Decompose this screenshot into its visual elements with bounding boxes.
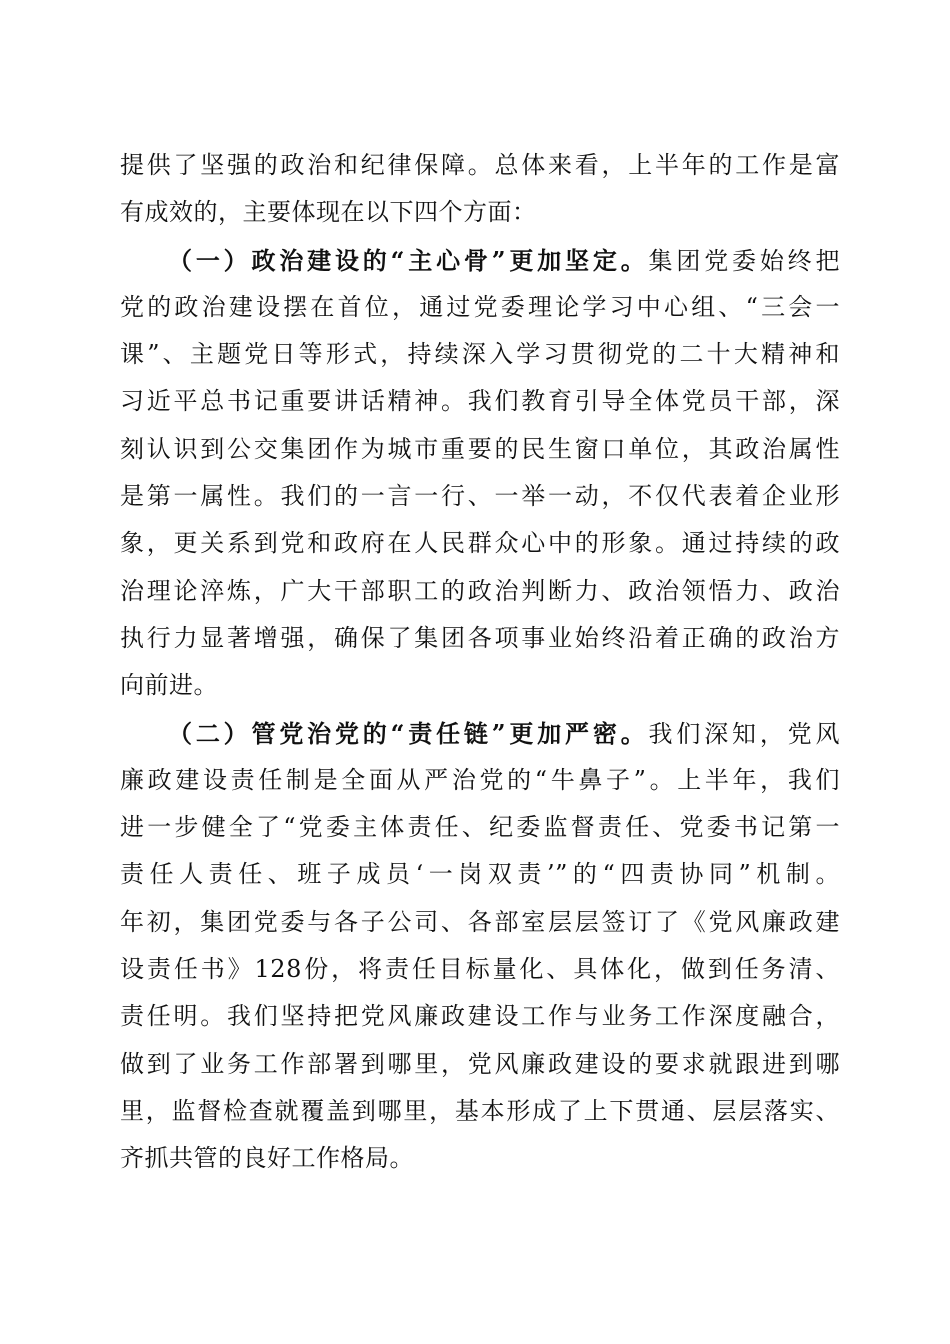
paragraph-line: 设责任书》128份，将责任目标量化、具体化，做到任务清、 — [120, 955, 840, 984]
paragraph-text: 我们深知，党风 — [648, 719, 841, 748]
paragraph-line: 有成效的，主要体现在以下四个方面： — [120, 198, 537, 227]
paragraph-line: 齐抓共管的良好工作格局。 — [120, 1144, 414, 1173]
paragraph-line: 责任明。我们坚持把党风廉政建设工作与业务工作深度融合， — [120, 1002, 840, 1031]
paragraph-line: 习近平总书记重要讲话精神。我们教育引导全体党员干部，深 — [120, 387, 840, 416]
paragraph-line: 刻认识到公交集团作为城市重要的民生窗口单位，其政治属性 — [120, 434, 840, 463]
section-heading-line — [120, 710, 840, 757]
paragraph-line: 廉政建设责任制是全面从严治党的“牛鼻子”。上半年，我们 — [120, 765, 840, 794]
paragraph-text: 集团党委始终把 — [648, 246, 841, 275]
paragraph-line: 提供了坚强的政治和纪律保障。总体来看，上半年的工作是富 — [120, 151, 840, 179]
paragraph-line: 进一步健全了“党委主体责任、纪委监督责任、党委书记第一 — [120, 813, 840, 842]
section-heading-line — [120, 237, 840, 284]
section-heading: （二）管党治党的“责任链”更加严密。 — [168, 718, 649, 748]
paragraph-line: 象，更关系到党和政府在人民群众心中的形象。通过持续的政 — [120, 529, 840, 558]
paragraph-line: 课”、主题党日等形式，持续深入学习贯彻党的二十大精神和 — [120, 340, 840, 369]
paragraph-line: 执行力显著增强，确保了集团各项事业始终沿着正确的政治方 — [120, 623, 840, 652]
paragraph-line: 做到了业务工作部署到哪里，党风廉政建设的要求就跟进到哪 — [120, 1049, 840, 1078]
paragraph-line: 责任人责任、班子成员‘一岗双责’”的“四责协同”机制。 — [120, 860, 840, 889]
document-body — [120, 142, 840, 1183]
paragraph-line: 党的政治建设摆在首位，通过党委理论学习中心组、“三会一 — [120, 292, 840, 321]
paragraph-line: 年初，集团党委与各子公司、各部室层层签订了《党风廉政建 — [120, 907, 840, 936]
paragraph-line: 治理论淬炼，广大干部职工的政治判断力、政治领悟力、政治 — [120, 576, 840, 605]
paragraph-line: 里，监督检查就覆盖到哪里，基本形成了上下贯通、层层落实、 — [120, 1096, 840, 1125]
paragraph-line: 是第一属性。我们的一言一行、一举一动，不仅代表着企业形 — [120, 482, 840, 511]
paragraph-line: 向前进。 — [120, 671, 218, 700]
section-heading: （一）政治建设的“主心骨”更加坚定。 — [168, 245, 649, 275]
